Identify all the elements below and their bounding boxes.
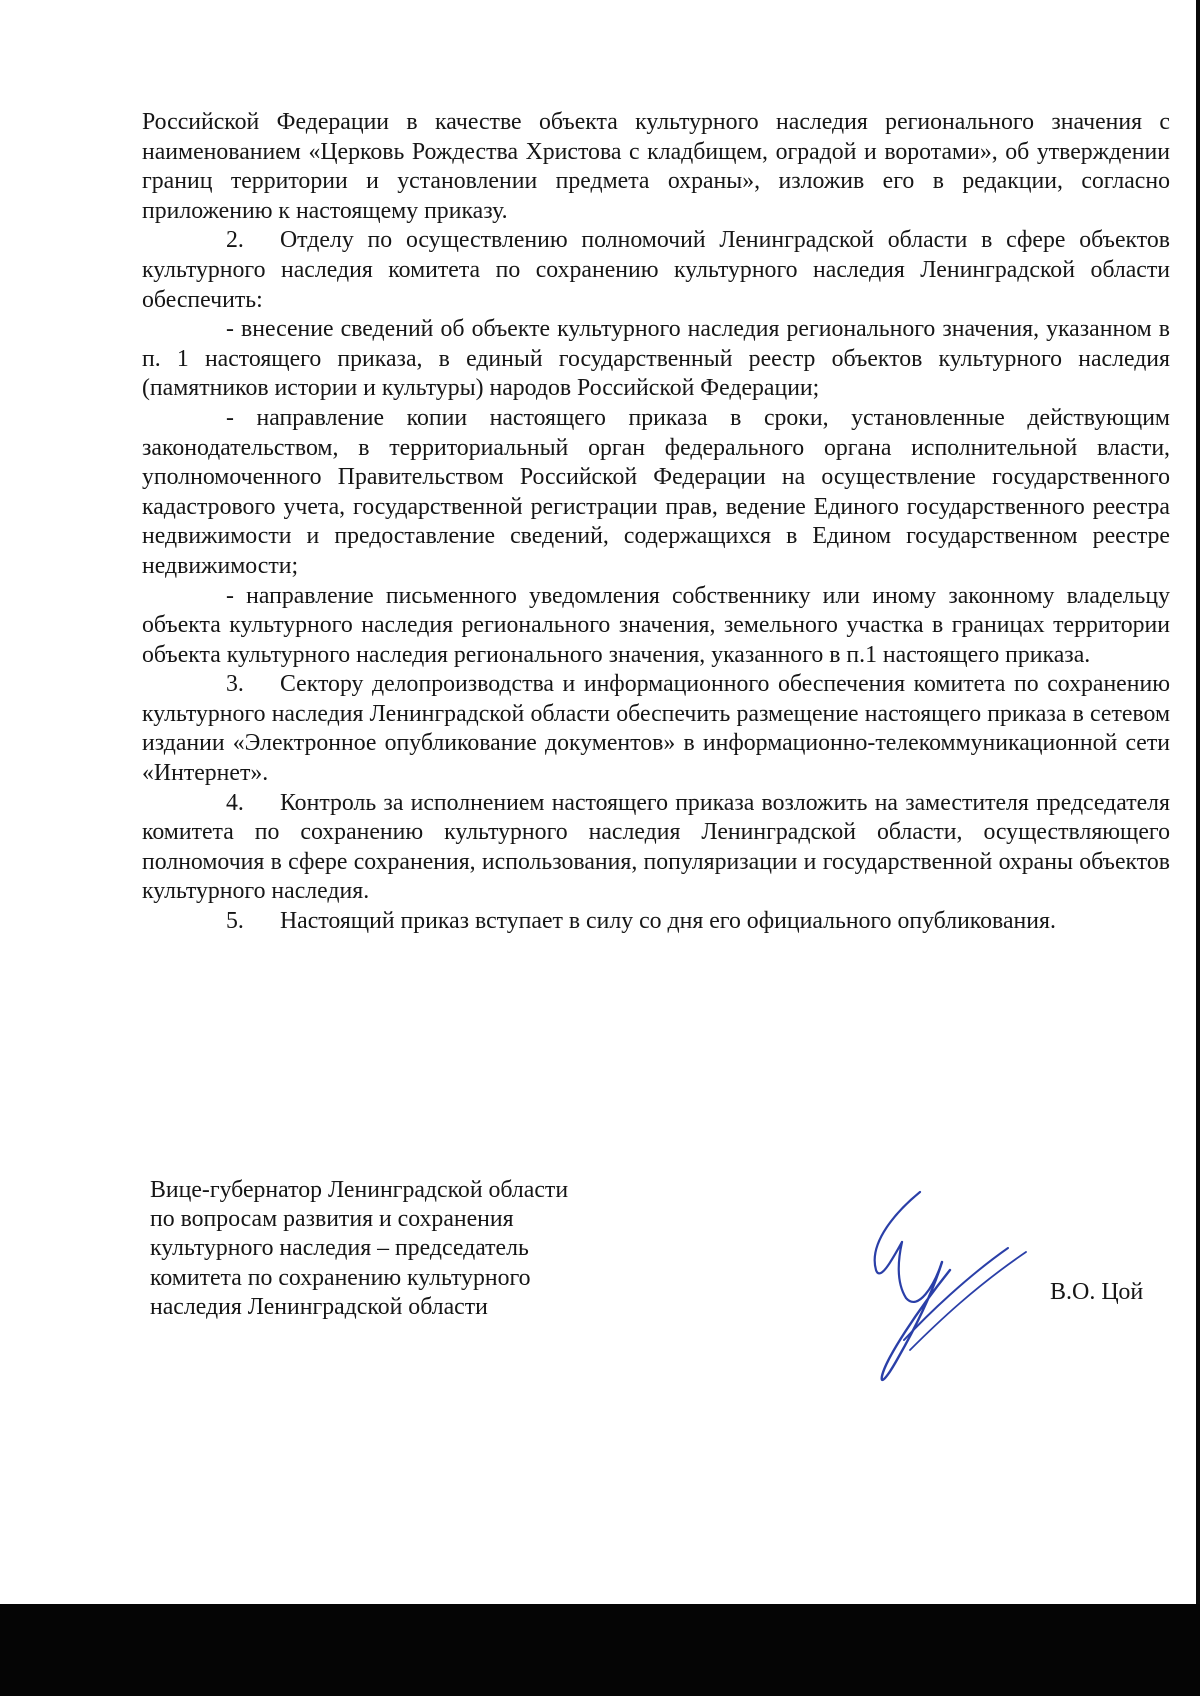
scan-edge-bottom (0, 1604, 1200, 1696)
paragraph-item-2 (142, 226, 1170, 315)
paragraph-item-3 (142, 670, 1170, 788)
signatory-position (150, 1176, 710, 1322)
signatory-name: В.О. Цой (1050, 1279, 1144, 1305)
position-line: Вице-губернатор Ленинградской области (150, 1177, 569, 1203)
item-number: 5. (226, 908, 244, 935)
position-line: наследия Ленинградской области (150, 1293, 488, 1320)
item-text: Сектору делопроизводства и информационного обеспечения комитета по сохранению культурного наследия Ленинградской области обеспечить размещение настоящего приказа в сетевом издании «Электронное опубликование документов» в информационно-телекоммуникационной сети «Интернет». (142, 671, 1170, 787)
item-text: Отделу по осуществлению полномочий Ленинградской области в сфере объектов культурного наследия комитета по сохранению культурного наследия Ленинградской области обеспечить: (142, 227, 1170, 313)
paragraph-item-4 (142, 789, 1170, 907)
item-number: 3. (226, 671, 244, 698)
item-number: 4. (226, 789, 244, 816)
signature-stroke (904, 1248, 1008, 1340)
paragraph-bullet-registry: - внесение сведений об объекте культурного наследия регионального значения, указанном в п. 1 настоящего приказа, в единый государственный реестр объектов культурного наследия (памятников истории и культуры) народов Российской Федерации; (142, 316, 1170, 402)
position-line: комитета по сохранению культурного (150, 1264, 531, 1291)
scan-edge-right (1196, 0, 1200, 1604)
paragraph-item-5 (142, 907, 1170, 937)
paragraph-continuation: Российской Федерации в качестве объекта культурного наследия регионального значения с наименованием «Церковь Рождества Христова с кладбищем, оградой и воротами», об утверждении границ территории и установлении предмета охраны», изложив его в редакции, согласно приложению к настоящему приказу. (142, 109, 1170, 224)
document-body (142, 108, 1170, 937)
item-number: 2. (226, 227, 244, 254)
signature-strokes (875, 1192, 1026, 1380)
position-line: культурного наследия – председатель (150, 1235, 529, 1262)
item-text: Настоящий приказ вступает в силу со дня его официального опубликования. (280, 908, 1056, 935)
position-line: по вопросам развития и сохранения (150, 1206, 514, 1233)
paragraph-bullet-notice: - направление письменного уведомления собственнику или иному законному владельцу объекта культурного наследия регионального значения, земельного участка в границах территории объекта культурного наследия регионального значения, указанного в п.1 настоящего приказа. (142, 582, 1170, 668)
signature-stroke (875, 1192, 920, 1273)
signature-stroke (899, 1242, 942, 1302)
item-text: Контроль за исполнением настоящего приказа возложить на заместителя председателя комитета по сохранению культурного наследия Ленинградской области, осуществляющего полномочия в сфере сохранения, использования, популяризации и государственной охраны объектов культурного наследия. (142, 789, 1170, 905)
handwritten-signature (858, 1190, 1038, 1390)
paragraph-bullet-copy: - направление копии настоящего приказа в сроки, установленные действующим законодательством, в территориальный орган федерального органа исполнительной власти, уполномоченного Правительством Российской Федерации на осуществление государственного кадастрового учета, государственной регистрации прав, ведение Единого государственного реестра недвижимости и предоставление сведений, содержащихся в Едином государственном реестре недвижимости; (142, 404, 1170, 579)
